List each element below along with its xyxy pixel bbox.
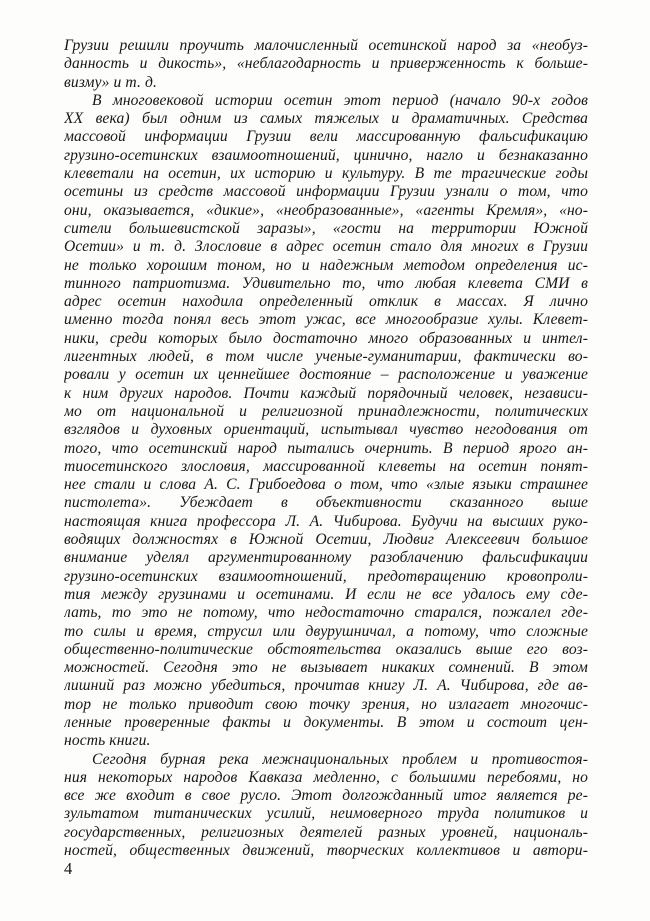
text-line: именно тогда понял весь этот ужас, все многообразие хулы. Клевет- xyxy=(64,311,588,329)
page-number: 4 xyxy=(64,859,73,878)
text-line: ния некоторых народов Кавказа медленно, с большими перебоями, но xyxy=(64,768,588,786)
text-line: тиосетинского злословия, массированной клеветы на осетин понят- xyxy=(64,457,588,475)
text-line: Грузии решили проучить малочисленный осетинской народ за «необуз- xyxy=(64,37,588,54)
text-line: сители большевистской заразы», «гости на территории Южной xyxy=(64,219,588,237)
text-line: тия между грузинами и осетинами. И если не все удалось ему сде- xyxy=(64,585,588,603)
text-line: внимание уделял аргументированному разоблачению фальсификации xyxy=(64,549,588,567)
text-line: то силы и время, струсил или двурушничал, а потому, что сложные xyxy=(64,622,588,640)
text-line: ленные проверенные факты и документы. В этом и состоит цен- xyxy=(64,713,588,731)
text-line: общественно-политические обстоятельства оказались выше его воз- xyxy=(64,640,588,658)
text-line: они, оказывается, «дикие», «необразованные», «агенты Кремля», «но- xyxy=(64,201,588,219)
text-line: ность книги. xyxy=(64,732,151,750)
text-line: тинного патриотизма. Удивительно то, что любая клевета СМИ в xyxy=(64,274,588,292)
text-line: лигентных людей, в том числе ученые-гуманитарии, фактически во- xyxy=(64,348,588,366)
paragraph xyxy=(64,751,588,861)
paragraph xyxy=(64,92,588,751)
text-line: ники, среди которых было достаточно много образованных и интел- xyxy=(64,329,588,347)
text-line: нее стали и слова А. С. Грибоедова о том, что «злые языки страшнее xyxy=(64,476,588,494)
text-line: тор не только приводит свою точку зрения, но излагает многочис- xyxy=(64,695,588,713)
text-line: все же входит в свое русло. Этот долгожданный итог является ре- xyxy=(64,787,588,805)
paragraph xyxy=(64,37,588,92)
text-line: осетины из средств массовой информации Грузии узнали о том, что xyxy=(64,183,588,201)
text-line: грузино-осетинских взаимоотношений, цинично, нагло и безнаказанно xyxy=(64,146,588,164)
text-line: государственных, религиозных деятелей разных уровней, националь- xyxy=(64,823,588,841)
text-line: взглядов и духовных ориентаций, испытывал чувство негодования от xyxy=(64,421,588,439)
text-line: адрес осетин находила определенный отклик в массах. Я лично xyxy=(64,293,588,311)
text-line: можностей. Сегодня это не вызывает никаких сомнений. В этом xyxy=(64,659,588,677)
text-line: пистолета». Убеждает в объективности сказанного выше xyxy=(64,494,588,512)
text-line: зультатом титанических усилий, неимоверного труда политиков и xyxy=(64,805,588,823)
text-line: ХХ века) был одним из самых тяжелых и драматичных. Средства xyxy=(64,110,588,128)
text-line: клеветали на осетин, их историю и культуру. В те трагические годы xyxy=(64,165,588,183)
text-line: Осетии» и т. д. Злословие в адрес осетин стало для многих в Грузии xyxy=(64,238,588,256)
text-line: массовой информации Грузии вели массированную фальсификацию xyxy=(64,128,588,146)
body-text xyxy=(64,37,588,860)
text-line: лать, то это не потому, что недостаточно старался, пожалел где- xyxy=(64,604,588,622)
text-line: мо от национальной и религиозной принадлежности, политических xyxy=(64,402,588,420)
text-line: данность и дикость», «неблагодарность и приверженность к больше- xyxy=(64,55,588,73)
text-line: визму» и т. д. xyxy=(64,73,157,91)
text-line: к ним других народов. Почти каждый порядочный человек, независи- xyxy=(64,384,588,402)
text-line: В многовековой истории осетин этот период (начало 90-х годов xyxy=(92,91,588,109)
text-line: лишний раз можно убедиться, прочитав книгу Л. А. Чибирова, где ав- xyxy=(64,677,588,695)
text-line: ностей, общественных движений, творческих коллективов и автори- xyxy=(64,842,588,860)
text-line: водящих должностях в Южной Осетии, Людвиг Алексеевич большое xyxy=(64,531,588,549)
text-line: не только хорошим тоном, но и надежным методом определения ис- xyxy=(64,256,588,274)
text-line: настоящая книга профессора Л. А. Чибирова. Будучи на высших руко- xyxy=(64,512,588,530)
text-line: того, что осетинский народ пытались очернить. В период ярого ан- xyxy=(64,439,588,457)
text-line: грузино-осетинских взаимоотношений, предотвращению кровопроли- xyxy=(64,567,588,585)
text-line: Сегодня бурная река межнациональных проблем и противостоя- xyxy=(92,750,588,768)
text-line: ровали у осетин их ценнейшее достояние – расположение и уважение xyxy=(64,366,588,384)
